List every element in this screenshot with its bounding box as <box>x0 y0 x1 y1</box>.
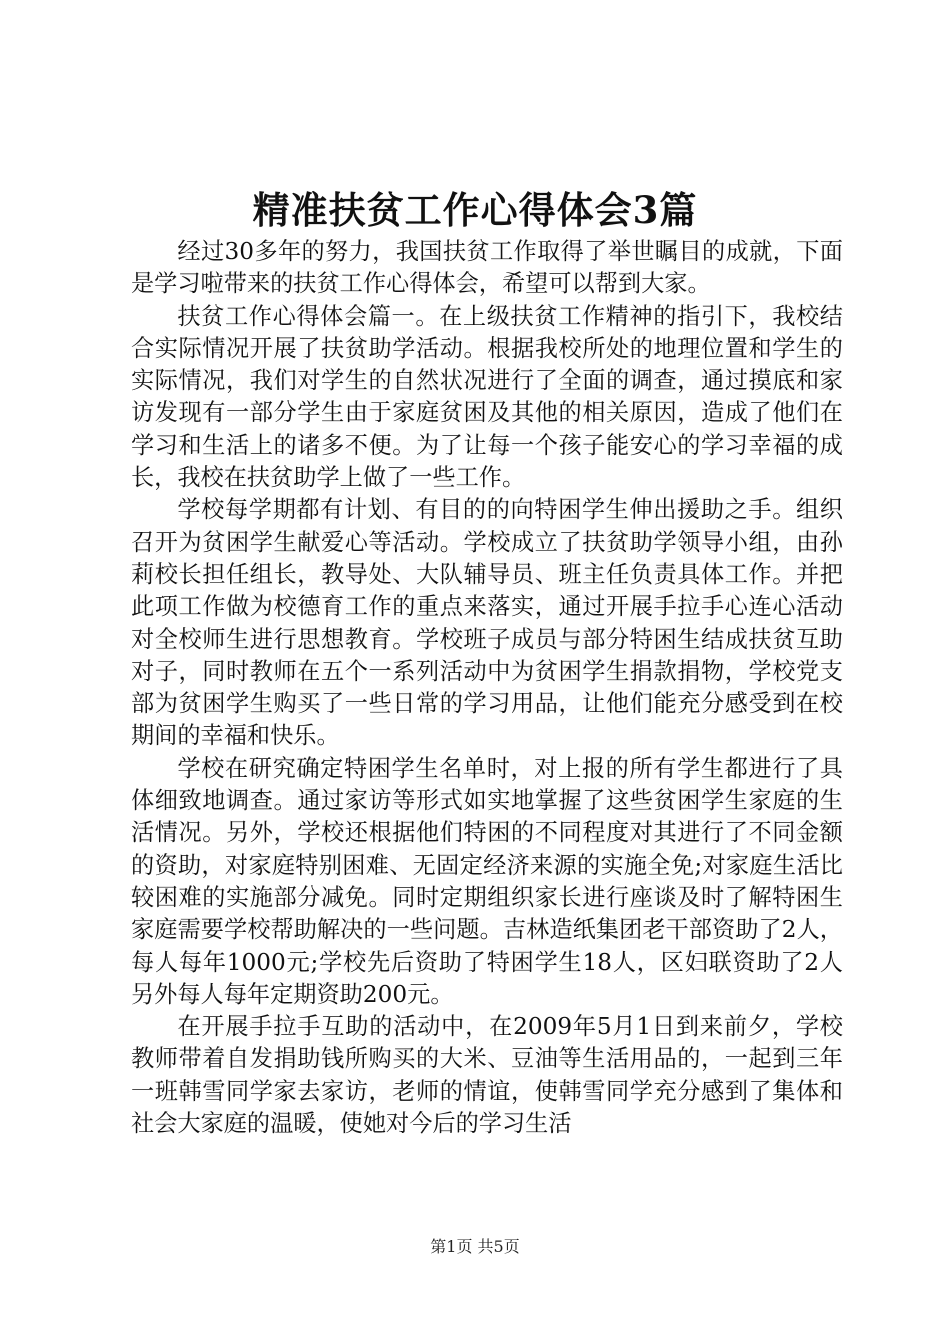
paragraph-4: 在开展手拉手互助的活动中，在2009年5月1日到来前夕，学校教师带着自发捐助钱所购买的大米、豆油等生活用品的，一起到三年一班韩雪同学家去家访，老师的情谊，使韩雪同学充分感到了集体和社会大家庭的温暖，使她对今后的学习生活 <box>131 1013 843 1138</box>
paragraph-intro: 经过30多年的努力，我国扶贫工作取得了举世瞩目的成就，下面是学习啦带来的扶贫工作心得体会，希望可以帮到大家。 <box>131 238 843 298</box>
document-body <box>131 236 843 1140</box>
paragraph-2: 学校每学期都有计划、有目的的向特困学生伸出援助之手。组织召开为贫困学生献爱心等活动。学校成立了扶贫助学领导小组，由孙莉校长担任组长，教导处、大队辅导员、班主任负责具体工作。并把此项工作做为校德育工作的重点来落实，通过开展手拉手心连心活动对全校师生进行思想教育。学校班子成员与部分特困生结成扶贫互助对子，同时教师在五个一系列活动中为贫困学生捐款捐物，学校党支部为贫困学生购买了一些日常的学习用品，让他们能充分感受到在校期间的幸福和快乐。 <box>131 496 843 750</box>
paragraph-3: 学校在研究确定特困学生名单时，对上报的所有学生都进行了具体细致地调查。通过家访等形式如实地掌握了这些贫困学生家庭的生活情况。另外，学校还根据他们特困的不同程度对其进行了不同金额的资助，对家庭特别困难、无固定经济来源的实施全免;对家庭生活比较困难的实施部分减免。同时定期组织家长进行座谈及时了解特困生家庭需要学校帮助解决的一些问题。吉林造纸集团老干部资助了2人，每人每年1000元;学校先后资助了特困学生18人，区妇联资助了2人另外每人每年定期资助200元。 <box>131 754 843 1008</box>
page-number-footer: 第1页 共5页 <box>430 1237 520 1256</box>
paragraph-1: 扶贫工作心得体会篇一。在上级扶贫工作精神的指引下，我校结合实际情况开展了扶贫助学活动。根据我校所处的地理位置和学生的实际情况，我们对学生的自然状况进行了全面的调查，通过摸底和家访发现有一部分学生由于家庭贫困及其他的相关原因，造成了他们在学习和生活上的诸多不便。为了让每一个孩子能安心的学习幸福的成长，我校在扶贫助学上做了一些工作。 <box>131 302 843 492</box>
document-title: 精准扶贫工作心得体会3篇 <box>252 188 698 232</box>
